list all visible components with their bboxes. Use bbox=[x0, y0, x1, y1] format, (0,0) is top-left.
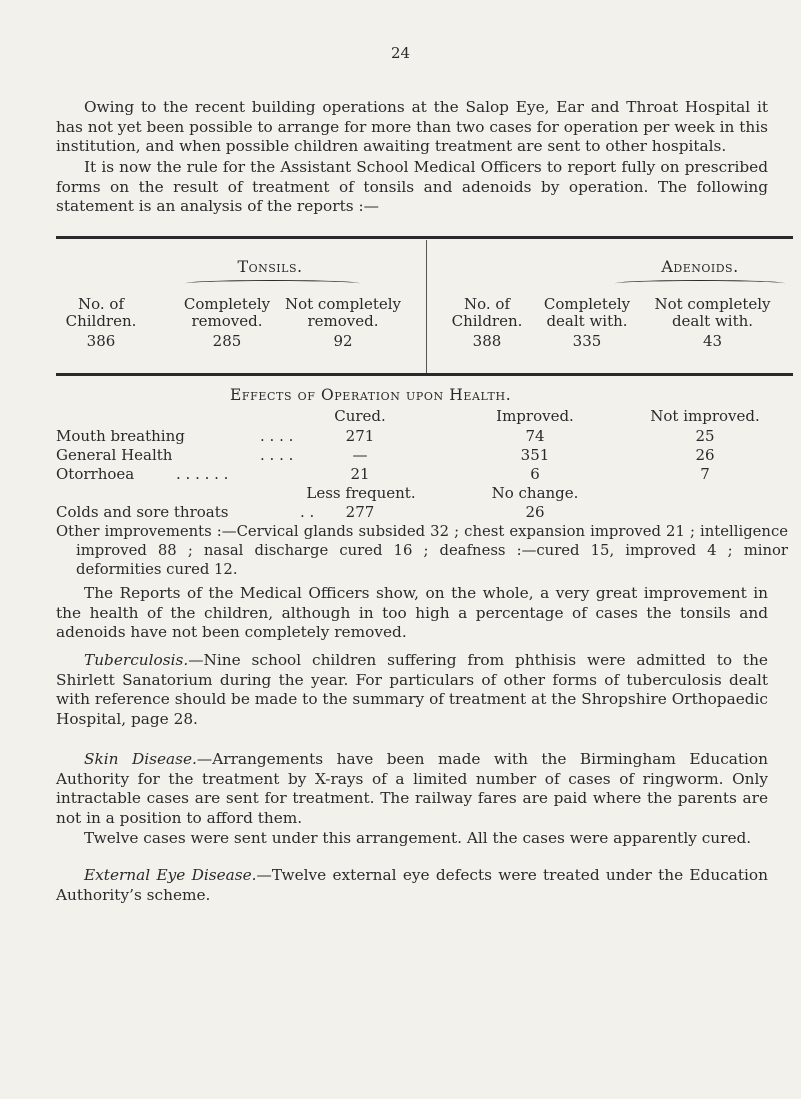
adenoids-value-not-completely: 43 bbox=[702, 332, 723, 350]
row-label-mouth-breathing: Mouth breathing bbox=[56, 427, 185, 445]
tonsils-header-completely: Completely removed. bbox=[183, 295, 271, 330]
adenoids-value-children: 388 bbox=[472, 332, 502, 350]
paragraph-skin-cases: Twelve cases were sent under this arrangement. All the cases were apparently cured. bbox=[84, 829, 752, 847]
tonsils-value-completely: 285 bbox=[212, 332, 242, 350]
eye-text: —Twelve external eye defects were treated under the Education Authority’s scheme. bbox=[56, 866, 768, 904]
adenoids-title: Adenoids. bbox=[661, 257, 739, 276]
cell-cured: — bbox=[352, 446, 368, 464]
cell-improved: 351 bbox=[520, 446, 550, 464]
effects-title: Effects of Operation upon Health. bbox=[230, 386, 512, 404]
skin-heading: Skin Disease. bbox=[84, 750, 197, 768]
row-label-general-health: General Health bbox=[56, 446, 173, 464]
header-improved: Improved. bbox=[496, 407, 574, 425]
cell-cured: 21 bbox=[350, 465, 370, 483]
cell-less-frequent: 277 bbox=[345, 503, 375, 521]
paragraph-tuberculosis bbox=[56, 651, 768, 729]
paragraph-salop-hospital: Owing to the recent building operations at the Salop Eye, Ear and Throat Hospital it has not yet been possible to arrange for more than two cases for operation per week in this institution, and when possible children awaiting treatment are sent to other hospitals. bbox=[56, 98, 768, 156]
cell-not-improved: 26 bbox=[695, 446, 715, 464]
paragraph-external-eye bbox=[56, 866, 768, 905]
cell-cured: 271 bbox=[345, 427, 375, 445]
adenoids-header-completely: Completely dealt with. bbox=[543, 295, 631, 330]
header-no-change: No change. bbox=[491, 484, 579, 502]
header-not-improved: Not improved. bbox=[650, 407, 760, 425]
cell-not-improved: 25 bbox=[695, 427, 715, 445]
skin-text: —Arrangements have been made with the Birmingham Education Authority for the treatment by X-rays of a limited number of cases of ringworm. Only intractable cases are sent for treatment. The railway fares are paid where the parents are not in a position to afford them. bbox=[56, 750, 768, 827]
cell-not-improved: 7 bbox=[700, 465, 710, 483]
cell-improved: 6 bbox=[530, 465, 540, 483]
cell-no-change: 26 bbox=[525, 503, 545, 521]
adenoids-header-children: No. of Children. bbox=[451, 295, 523, 330]
tuberculosis-text: —Nine school children suffering from phthisis were admitted to the Shirlett Sanatorium during the year. For particulars of other forms of tuberculosis dealt with reference should be made to the summary of treatment at the Shropshire Orthopaedic Hospital, page 28. bbox=[56, 651, 768, 728]
paragraph-reports-rule: It is now the rule for the Assistant School Medical Officers to report fully on prescribed forms on the result of treatment of tonsils and adenoids by operation. The following statement is an analysis of the reports :— bbox=[56, 158, 768, 216]
tonsils-header-children: No. of Children. bbox=[65, 295, 137, 330]
row-leader: . . . . bbox=[260, 427, 294, 445]
tonsils-title: Tonsils. bbox=[237, 257, 303, 276]
row-leader: . . . . bbox=[260, 446, 294, 464]
row-label-colds: Colds and sore throats bbox=[56, 503, 229, 521]
header-cured: Cured. bbox=[334, 407, 386, 425]
row-leader: . . bbox=[300, 503, 315, 521]
adenoids-header-not-completely: Not completely dealt with. bbox=[654, 295, 771, 330]
table-top-rule bbox=[56, 236, 793, 239]
table-divider bbox=[426, 240, 427, 374]
other-improvements: Other improvements :—Cervical glands subsided 32 ; chest expansion improved 21 ; intelligence improved 88 ; nasal discharge cured 16 ; deafness :—cured 15, improved 4 ; minor deformities cured 12. bbox=[56, 523, 788, 578]
eye-heading: External Eye Disease. bbox=[84, 866, 257, 884]
paragraph-reports-summary: The Reports of the Medical Officers show, on the whole, a very great improvement in the health of the children, although in too high a percentage of cases the tonsils and adenoids have not been completely removed. bbox=[56, 584, 768, 642]
row-leader: . . . . . . bbox=[176, 465, 229, 483]
header-less-frequent: Less frequent. bbox=[306, 484, 416, 502]
row-label-otorrhoea: Otorrhoea bbox=[56, 465, 135, 483]
adenoids-brace bbox=[615, 280, 785, 287]
adenoids-value-completely: 335 bbox=[572, 332, 602, 350]
page-number: 24 bbox=[390, 44, 411, 62]
cell-improved: 74 bbox=[525, 427, 545, 445]
table-bottom-rule bbox=[56, 373, 793, 376]
tonsils-value-not-completely: 92 bbox=[333, 332, 353, 350]
tonsils-header-not-completely: Not completely removed. bbox=[284, 295, 402, 330]
tonsils-value-children: 386 bbox=[86, 332, 116, 350]
tuberculosis-heading: Tuberculosis. bbox=[84, 651, 189, 669]
paragraph-skin-disease bbox=[56, 750, 768, 828]
tonsils-brace bbox=[185, 280, 360, 287]
